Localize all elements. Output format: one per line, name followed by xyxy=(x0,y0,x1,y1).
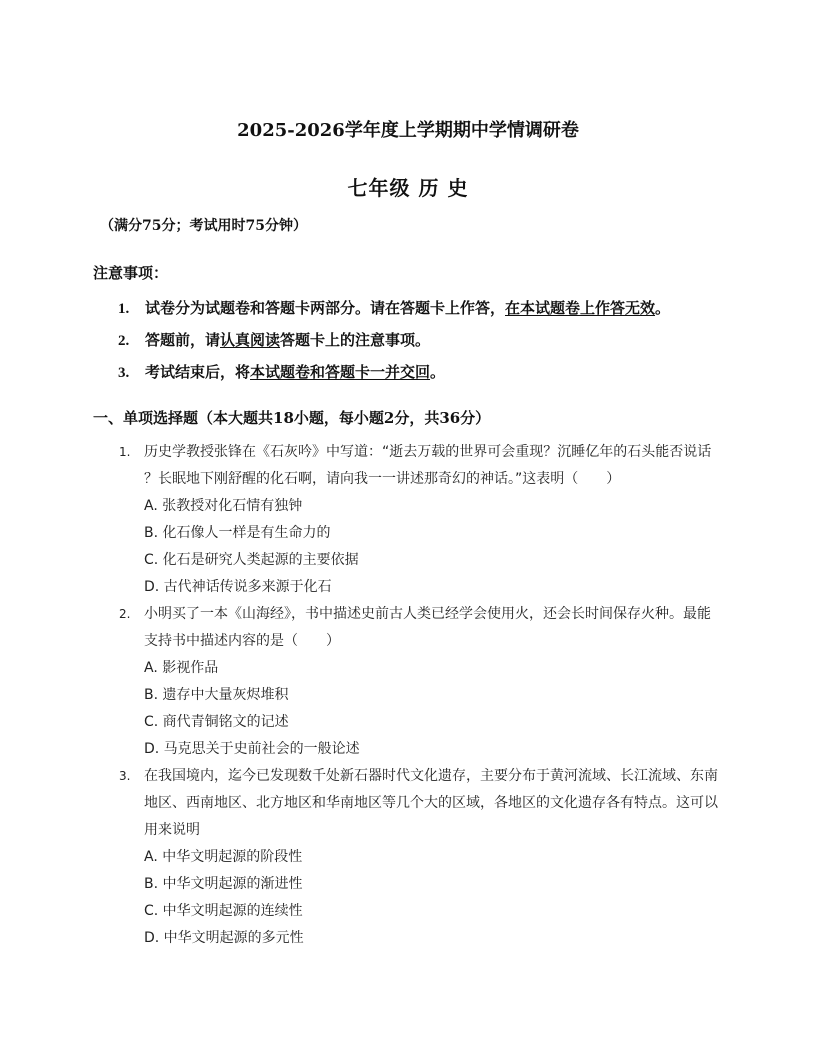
question-2 xyxy=(119,601,725,763)
option-c: C. 中华文明起源的连续性 xyxy=(144,903,303,919)
notice-text: 。 xyxy=(655,299,671,317)
notice-text: 考试结束后，将 xyxy=(145,363,251,381)
question-stem xyxy=(144,439,725,493)
option-b: B. 中华文明起源的渐进性 xyxy=(144,876,303,892)
option-b: B. 遗存中大量灰烬堆积 xyxy=(144,687,289,703)
question-1 xyxy=(119,439,725,601)
notice-list xyxy=(118,298,768,394)
notice-item-3 xyxy=(118,362,768,394)
question-number: 3. xyxy=(119,769,131,783)
question-stem-line: 地区、西南地区、北方地区和华南地区等几个大的区域，各地区的文化遗存各有特点。这可以 xyxy=(144,795,718,811)
notice-text: 。 xyxy=(430,363,446,381)
question-stem xyxy=(144,601,725,655)
notice-emphasis: 本试题卷和答题卡一并交回 xyxy=(250,363,431,381)
notice-text: 试卷分为试题卷和答题卡两部分。请在答题卡上作答， xyxy=(145,299,506,317)
notice-text: 答题前，请 xyxy=(145,331,221,349)
question-stem-line: ？长眠地下刚舒醒的化石啊，请向我一一讲述那奇幻的神话。”这表明（ ） xyxy=(144,471,621,487)
notice-heading: 注意事项： xyxy=(93,264,169,282)
option-d: D. 中华文明起源的多元性 xyxy=(144,930,304,946)
question-list xyxy=(119,439,725,952)
section-heading: 一、单项选择题（本大题共18小题，每小题2分，共36分） xyxy=(93,409,491,427)
notice-number: 1. xyxy=(118,301,130,317)
exam-title: 2025-2026学年度上学期期中学情调研卷 xyxy=(237,120,579,141)
notice-emphasis: 在本试题卷上作答无效 xyxy=(505,299,656,317)
question-stem-line: 历史学教授张锋在《石灰吟》中写道：“逝去万载的世界可会重现？沉睡亿年的石头能否说话 xyxy=(144,444,712,460)
option-d: D. 马克思关于史前社会的一般论述 xyxy=(144,741,360,757)
question-3 xyxy=(119,763,725,952)
score-note: （满分75分；考试用时75分钟） xyxy=(100,218,307,234)
notice-emphasis: 认真阅读 xyxy=(220,331,281,349)
option-a: A. 中华文明起源的阶段性 xyxy=(144,849,303,865)
question-stem-line: 在我国境内，迄今已发现数千处新石器时代文化遗存，主要分布于黄河流域、长江流域、东南 xyxy=(144,768,718,784)
question-number: 2. xyxy=(119,607,131,621)
option-d: D. 古代神话传说多来源于化石 xyxy=(144,579,332,595)
question-stem-line: 支持书中描述内容的是（ ） xyxy=(144,633,340,649)
question-stem-line: 小明买了一本《山海经》，书中描述史前古人类已经学会使用火，还会长时间保存火种。最能 xyxy=(144,606,711,622)
option-c: C. 化石是研究人类起源的主要依据 xyxy=(144,552,359,568)
notice-number: 3. xyxy=(118,365,130,381)
notice-item-2 xyxy=(118,330,768,362)
notice-number: 2. xyxy=(118,333,130,349)
question-stem xyxy=(144,763,725,844)
notice-item-1 xyxy=(118,298,768,330)
question-stem-line: 用来说明 xyxy=(144,822,200,838)
notice-text: 答题卡上的注意事项。 xyxy=(280,331,431,349)
option-c: C. 商代青铜铭文的记述 xyxy=(144,714,289,730)
question-number: 1. xyxy=(119,445,131,459)
option-b: B. 化石像人一样是有生命力的 xyxy=(144,525,331,541)
exam-subtitle: 七年级 历 史 xyxy=(347,176,469,200)
option-a: A. 影视作品 xyxy=(144,660,219,676)
option-a: A. 张教授对化石情有独钟 xyxy=(144,498,303,514)
